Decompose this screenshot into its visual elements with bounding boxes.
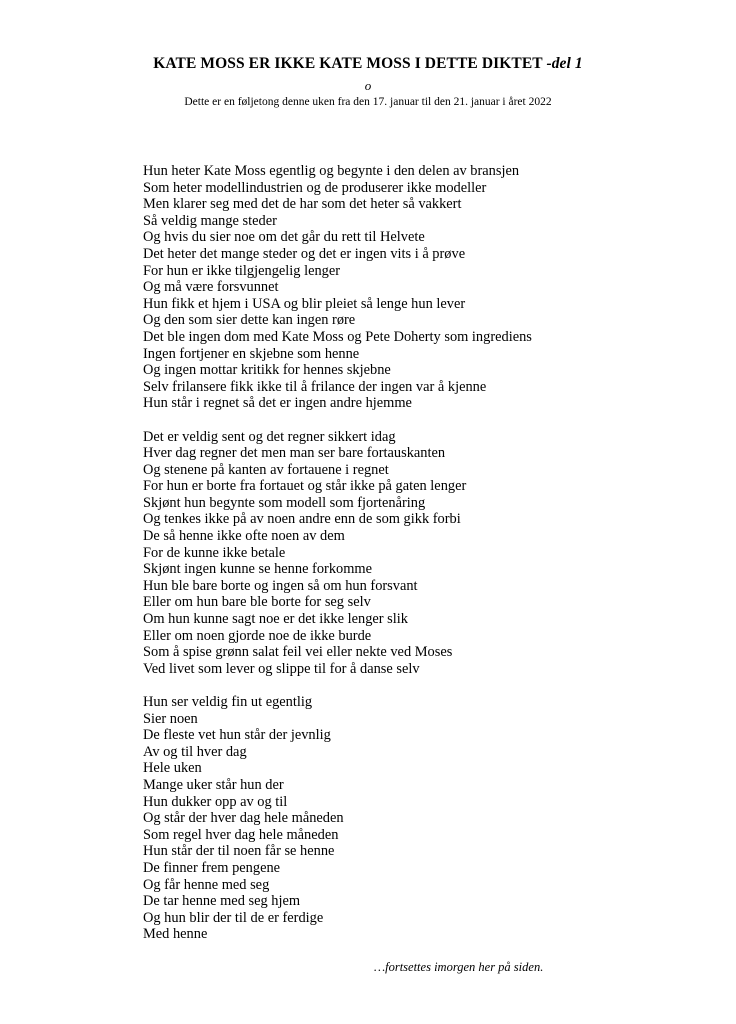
document-title: [0, 55, 736, 73]
poem-line: Hun fikk et hjem i USA og blir pleiet så lenge hun lever: [143, 295, 466, 312]
poem-line: Hun ser veldig fin ut egentlig: [143, 694, 313, 710]
poem-line: De fleste vet hun står der jevnlig: [143, 727, 331, 744]
poem-line: Og den som sier dette kan ingen røre: [143, 312, 356, 329]
poem-line: Med henne: [143, 926, 208, 943]
stanza-2: [143, 429, 703, 678]
poem-line: Og ingen mottar kritikk for hennes skjebne: [143, 362, 391, 379]
poem-line: For hun er ikke tilgjengelig lenger: [143, 262, 341, 279]
title-ornament: o: [364, 78, 372, 93]
stanza-3: [143, 694, 703, 943]
poem-line: Men klarer seg med det de har som det heter så vakkert: [143, 196, 462, 213]
poem-line: Hun heter Kate Moss egentlig og begynte i den delen av bransjen: [143, 163, 520, 179]
poem-line: Hun dukker opp av og til: [143, 793, 288, 810]
title-main: KATE MOSS ER IKKE KATE MOSS I DETTE DIKTET: [153, 55, 547, 72]
poem-line: Og står der hver dag hele måneden: [143, 810, 344, 827]
poem-line: Og får henne med seg: [143, 876, 270, 893]
poem-line: Sier noen: [143, 710, 198, 727]
poem-line: Eller om hun bare ble borte for seg selv: [143, 594, 371, 611]
poem-line: Hele uken: [143, 760, 202, 777]
poem-line: De tar henne med seg hjem: [143, 893, 301, 910]
poem-line: Hver dag regner det men man ser bare fortauskanten: [143, 445, 446, 462]
poem-line: Det heter det mange steder og det er ingen vits i å prøve: [143, 245, 466, 262]
poem-line: Som heter modellindustrien og de produserer ikke modeller: [143, 179, 487, 196]
poem-line: Og hun blir der til de er ferdige: [143, 909, 324, 926]
poem-line: Mange uker står hun der: [143, 776, 284, 793]
poem-line: Som regel hver dag hele måneden: [143, 826, 339, 843]
poem-line: Og stenene på kanten av fortauene i regnet: [143, 461, 389, 478]
poem-line: Hun står i regnet så det er ingen andre hjemme: [143, 395, 412, 412]
poem-line: Og må være forsvunnet: [143, 279, 279, 296]
poem-line: De finner frem pengene: [143, 859, 281, 876]
document-subtitle: Dette er en føljetong denne uken fra den 17. januar til den 21. januar i året 2022: [184, 96, 552, 108]
title-part: -del 1: [546, 55, 583, 72]
poem-line: Så veldig mange steder: [143, 212, 277, 229]
poem-line: For de kunne ikke betale: [143, 544, 286, 561]
poem-line: Om hun kunne sagt noe er det ikke lenger slik: [143, 611, 408, 628]
poem-line: Skjønt ingen kunne se henne forkomme: [143, 561, 373, 578]
poem-line: Av og til hver dag: [143, 743, 247, 760]
poem-line: Og tenkes ikke på av noen andre enn de som gikk forbi: [143, 511, 461, 528]
poem-line: Og hvis du sier noe om det går du rett til Helvete: [143, 229, 425, 246]
poem-line: Hun ble bare borte og ingen så om hun forsvant: [143, 577, 418, 594]
poem-line: Ingen fortjener en skjebne som henne: [143, 345, 360, 362]
stanza-1: [143, 163, 703, 412]
poem-line: Selv frilansere fikk ikke til å frilance der ingen var å kjenne: [143, 378, 487, 395]
poem-line: Hun står der til noen får se henne: [143, 843, 335, 860]
continuation-note: …fortsettes imorgen her på siden.: [374, 960, 544, 974]
poem-line: Ved livet som lever og slippe til for å danse selv: [143, 660, 420, 677]
poem-line: Det ble ingen dom med Kate Moss og Pete Doherty som ingrediens: [143, 328, 532, 345]
poem-body: [143, 163, 703, 960]
poem-line: For hun er borte fra fortauet og står ikke på gaten lenger: [143, 478, 467, 495]
poem-line: De så henne ikke ofte noen av dem: [143, 528, 345, 545]
poem-line: Det er veldig sent og det regner sikkert idag: [143, 428, 396, 445]
poem-line: Som å spise grønn salat feil vei eller nekte ved Moses: [143, 644, 453, 661]
poem-line: Eller om noen gjorde noe de ikke burde: [143, 627, 372, 644]
poem-line: Skjønt hun begynte som modell som fjortenåring: [143, 494, 426, 511]
